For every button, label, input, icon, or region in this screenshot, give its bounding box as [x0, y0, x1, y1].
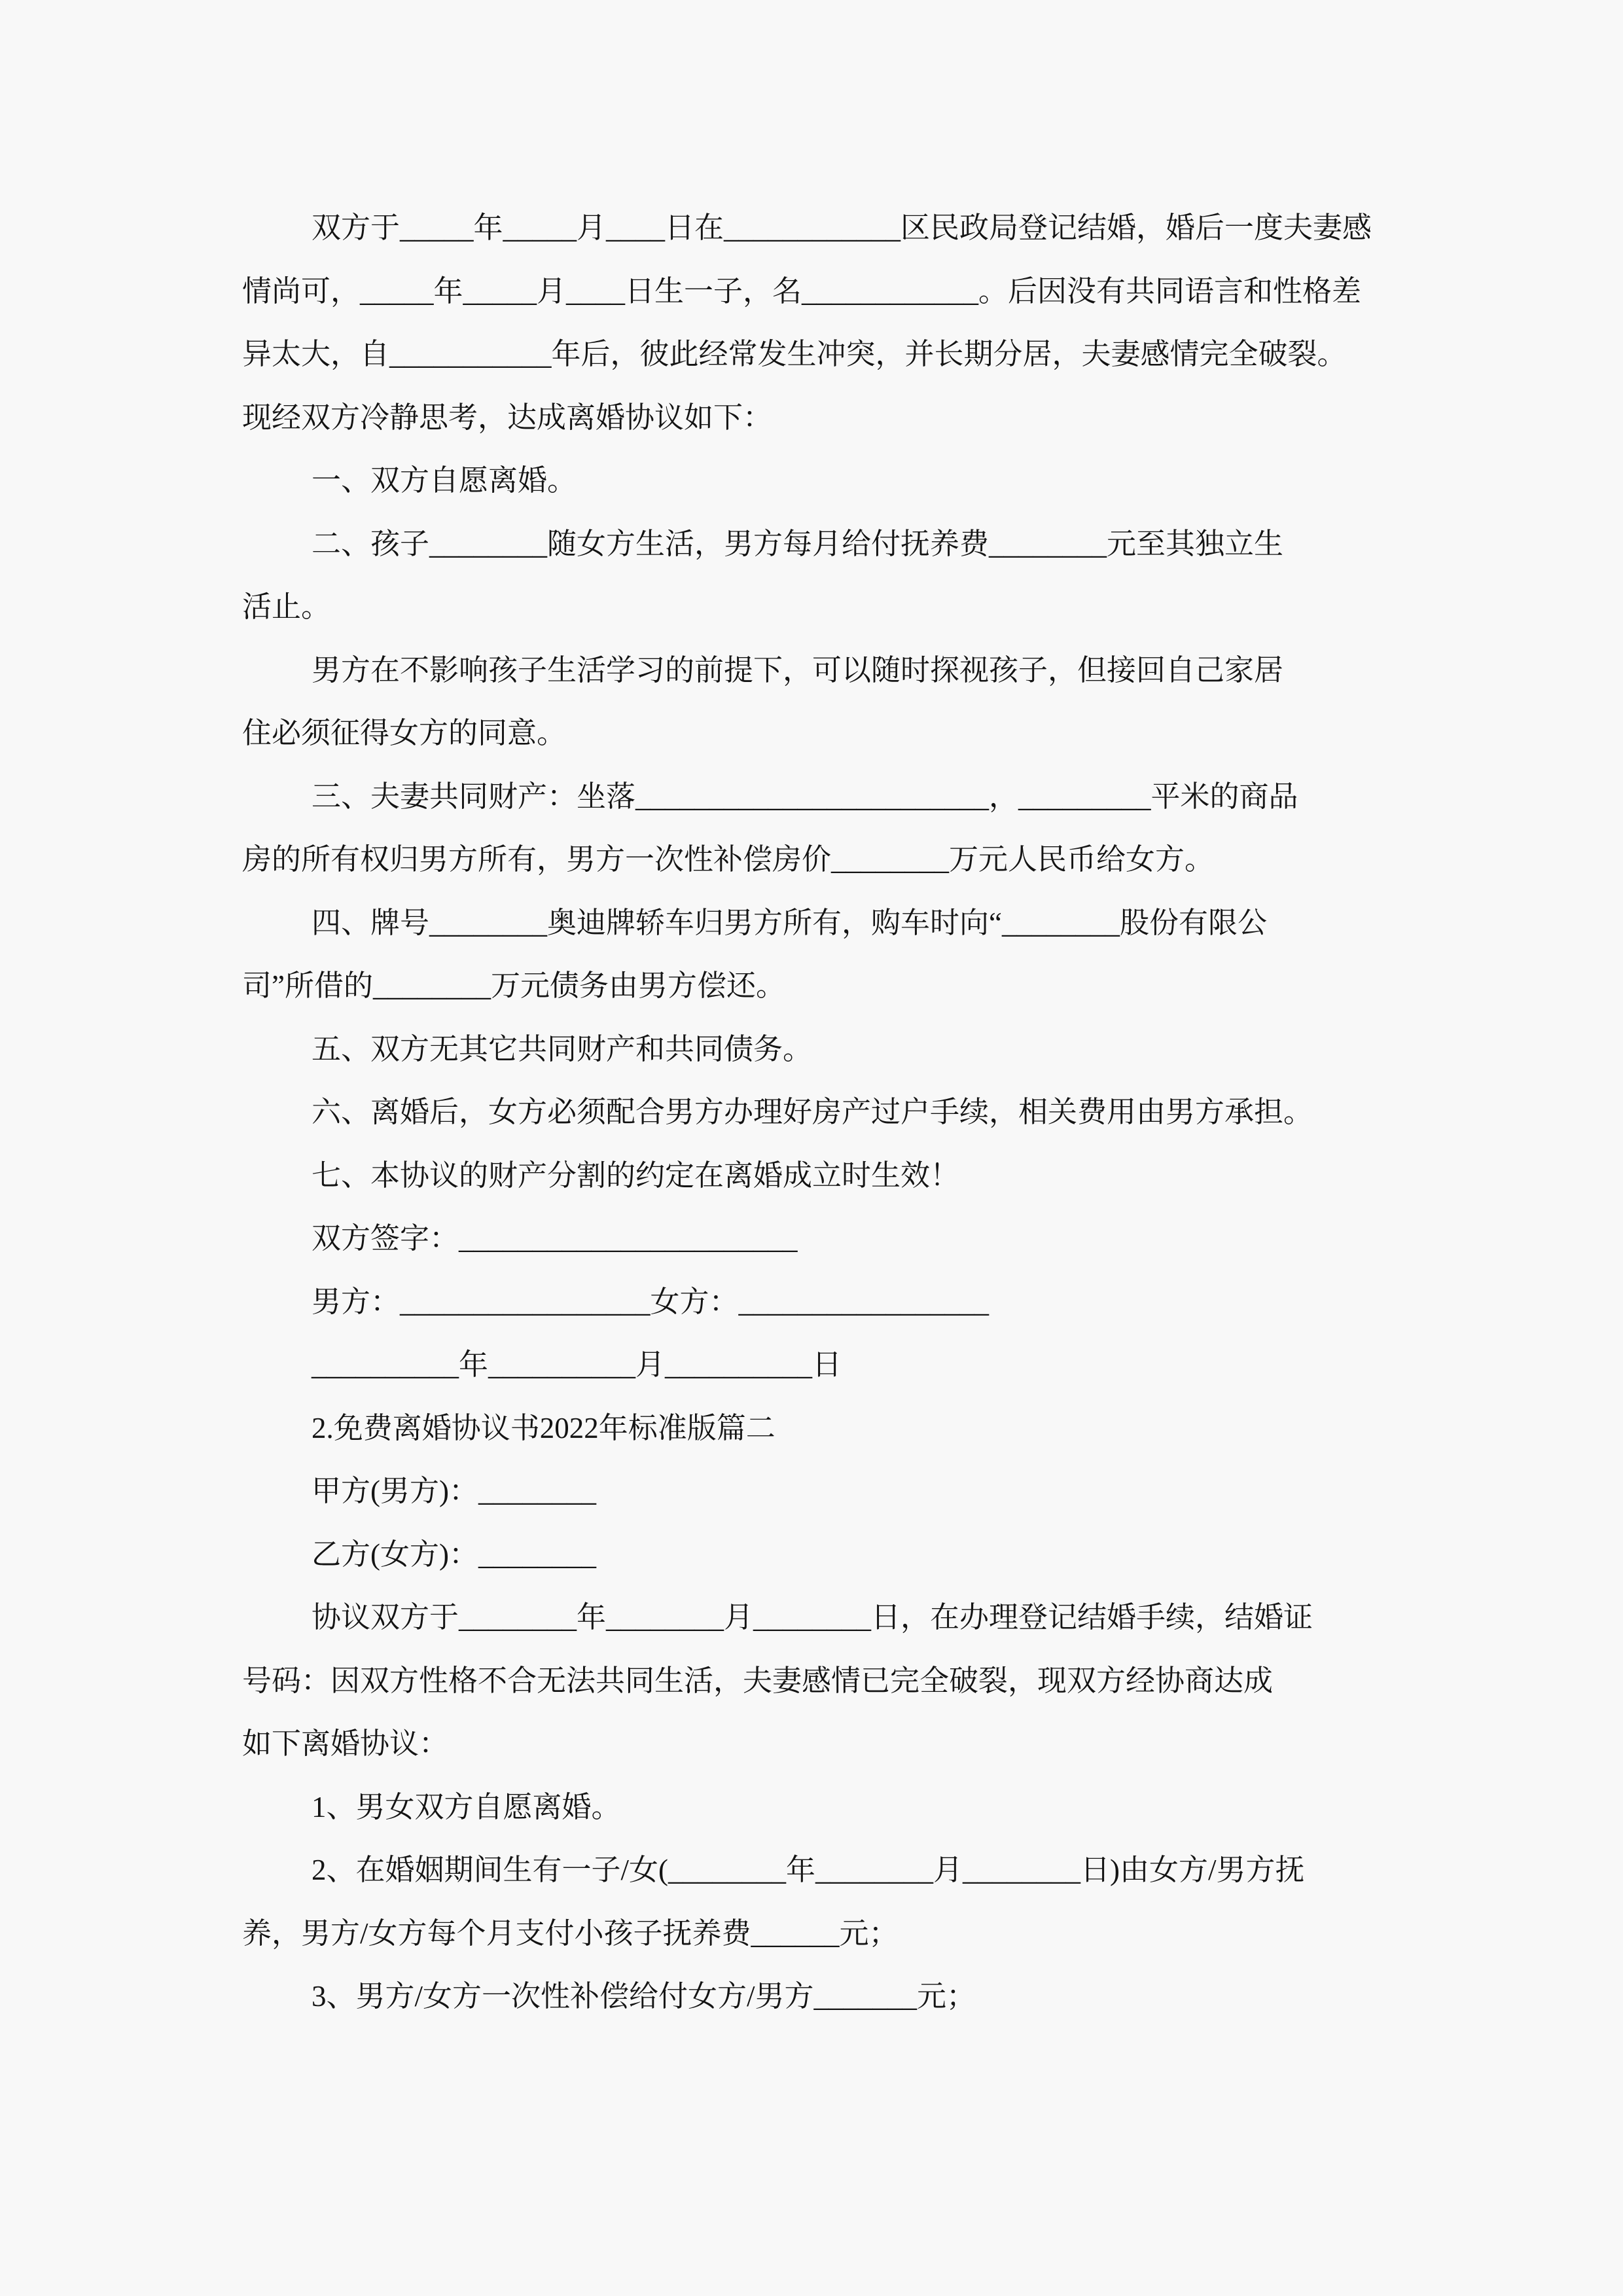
document-line: 乙方(女方)：________	[312, 1537, 596, 1571]
document-line: 一、双方自愿离婚。	[312, 464, 577, 497]
document-line: __________年__________月__________日	[312, 1348, 842, 1381]
document-line: 异太大，自___________年后，彼此经常发生冲突，并长期分居，夫妻感情完全破裂。	[242, 338, 1347, 370]
document-line: 活止。	[242, 590, 331, 623]
document-line: 号码：因双方性格不合无法共同生活，夫妻感情已完全破裂，现双方经协商达成	[242, 1664, 1274, 1697]
document-line: 住必须征得女方的同意。	[242, 717, 567, 749]
document-line: 五、双方无其它共同财产和共同债务。	[312, 1032, 813, 1066]
document-line: 房的所有权归男方所有，男方一次性补偿房价________万元人民币给女方。	[242, 843, 1215, 876]
document-line: 1、男女双方自愿离婚。	[312, 1790, 621, 1823]
document-line: 双方于_____年_____月____日在____________区民政局登记结婚，婚后一度夫妻感	[312, 211, 1372, 244]
document-line: 如下离婚协议：	[242, 1727, 449, 1760]
document-line: 现经双方冷静思考，达成离婚协议如下：	[242, 401, 773, 434]
document-line: 3、男方/女方一次性补偿给付女方/男方_______元；	[312, 1980, 976, 2013]
document-line: 甲方(男方)：________	[312, 1475, 596, 1507]
document-line: 双方签字：_______________________	[312, 1222, 798, 1255]
document-body	[242, 196, 1381, 2028]
document-line: 情尚可，_____年_____月____日生一子，名____________。后因没有共同语言和性格差	[242, 274, 1362, 308]
document-line: 男方：_________________女方：_________________	[312, 1285, 990, 1318]
document-line: 2.免费离婚协议书2022年标准版篇二	[312, 1411, 776, 1444]
document-line: 协议双方于________年________月________日，在办理登记结婚手续，结婚证	[312, 1601, 1313, 1634]
document-line: 司”所借的________万元债务由男方偿还。	[242, 969, 785, 1002]
document-line: 四、牌号________奥迪牌轿车归男方所有，购车时向“________股份有限公	[312, 906, 1267, 939]
document-line: 二、孩子________随女方生活，男方每月给付抚养费________元至其独立生	[312, 527, 1284, 560]
document-line: 养，男方/女方每个月支付小孩子抚养费______元；	[242, 1916, 899, 1950]
document-line: 三、夫妻共同财产：坐落________________________，_________平米的商品	[312, 780, 1298, 813]
document-line: 男方在不影响孩子生活学习的前提下，可以随时探视孩子，但接回自己家居	[312, 653, 1284, 687]
document-line: 六、离婚后，女方必须配合男方办理好房产过户手续，相关费用由男方承担。	[312, 1096, 1313, 1128]
document-line: 2、在婚姻期间生有一子/女(________年________月________日)由女方/男方抚	[312, 1854, 1305, 1886]
document-line: 七、本协议的财产分割的约定在离婚成立时生效！	[312, 1158, 960, 1192]
